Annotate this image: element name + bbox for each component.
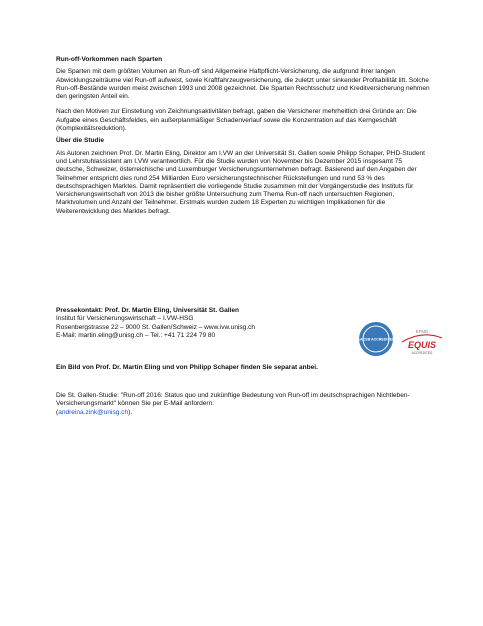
aacsb-logo <box>357 322 395 356</box>
paragraph-studie: Als Autoren zeichnen Prof. Dr. Martin Eling, Direktor am I.VW an der Universität St. Gallen sowie Philipp Schaper, PHD-Student und Lehrstuhlassistent am I.VW verantwortlich. Für die Studie wurden von November bis Dezember 2015 insgesamt 75 deutsche, Schweizer, österreichische und Luxemburger Versicherungsunternehmen befragt. Basierend auf den Angaben der Teilnehmer entspricht dies rund 254 Milliarden Euro versicherungstechnischer Rückstellungen und rund 53 % des deutschsprachigen Marktes. Damit repräsentiert die vorliegende Studie zusammen mit der Vorgängerstudie des Instituts für Versicherungswirtschaft von 2013 die bisher größte Untersuchung zum Thema Run-off nach untersuchten Regionen, Marktvolumen und Anzahl der Teilnehmer. Erstmals wurden zudem 18 Experten zu wichtigen Implikationen für die Weiterentwicklung des Marktes befragt. <box>56 149 425 215</box>
email-close: ). <box>128 408 133 416</box>
contact-institute: Institut für Versicherungswirtschaft – I.VW-HSG <box>56 315 194 323</box>
photo-note: Ein Bild von Prof. Dr. Martin Eling und von Philipp Schaper finden Sie separat anbei. <box>56 364 318 371</box>
equis-text: EQUIS <box>407 340 437 350</box>
email-link[interactable]: andreina.zink@unisg.ch <box>58 408 129 416</box>
aacsb-text: AACSB ACCREDITED <box>357 337 395 342</box>
main-content <box>56 56 432 216</box>
efmd-text: EFMD <box>415 329 429 334</box>
contact-heading: Pressekontakt: Prof. Dr. Martin Eling, Universität St. Gallen <box>56 307 239 314</box>
study-request-text <box>56 392 432 417</box>
contact-email-phone: E-Mail: martin.eling@unisg.ch – Tel.: +41 71 224 79 80 <box>56 331 216 339</box>
accreditation-logos <box>356 318 446 360</box>
equis-logo <box>402 329 442 355</box>
section-heading-studie: Über die Studie <box>56 137 105 145</box>
study-text: Die St. Gallen-Studie: "Run-off 2016: Status quo und zukünftige Bedeutung von Run-off im deutschsprachigen Nichtleben-Versicherungsmarkt" können Sie per E-Mail anfordern: <box>56 392 410 408</box>
press-contact <box>56 307 356 340</box>
logos-svg <box>356 318 446 360</box>
section-heading-runoff: Run-off-Vorkommen nach Sparten <box>56 56 163 63</box>
email-open: ( <box>56 408 59 416</box>
paragraph-sparten: Die Sparten mit dem größten Volumen an Run-off sind Allgemeine Haftpflicht-Versicherung, die aufgrund ihrer langen Abwicklungszeiträume viel Run-off aufweist, sowie Kraftfahrzeugversicherung, die zuletzt unter sinkender Profitabilität litt. Solche Run-off-Bestände wurden meist zwischen 1993 und 2008 gezeichnet. Die Sparten Rechtsschutz und Kreditversicherung nehmen den geringsten Anteil ein. <box>56 68 430 101</box>
accredited-text: ACCREDITED <box>411 351 433 355</box>
contact-address: Rosenbergstrasse 22 – 9000 St. Gallen/Schweiz – www.ivw.unisg.ch <box>56 323 256 331</box>
paragraph-motive: Nach den Motiven zur Einstellung von Zeichnungsaktivitäten befragt, gaben die Versicherer mehrheitlich drei Gründe an: Die Aufgabe eines Geschäftsfeldes, ein außerplanmäßiger Schadenverlauf sowie die Konzentration auf das Kerngeschäft (Komplexitätsreduktion). <box>56 108 417 133</box>
study-request <box>56 392 432 417</box>
